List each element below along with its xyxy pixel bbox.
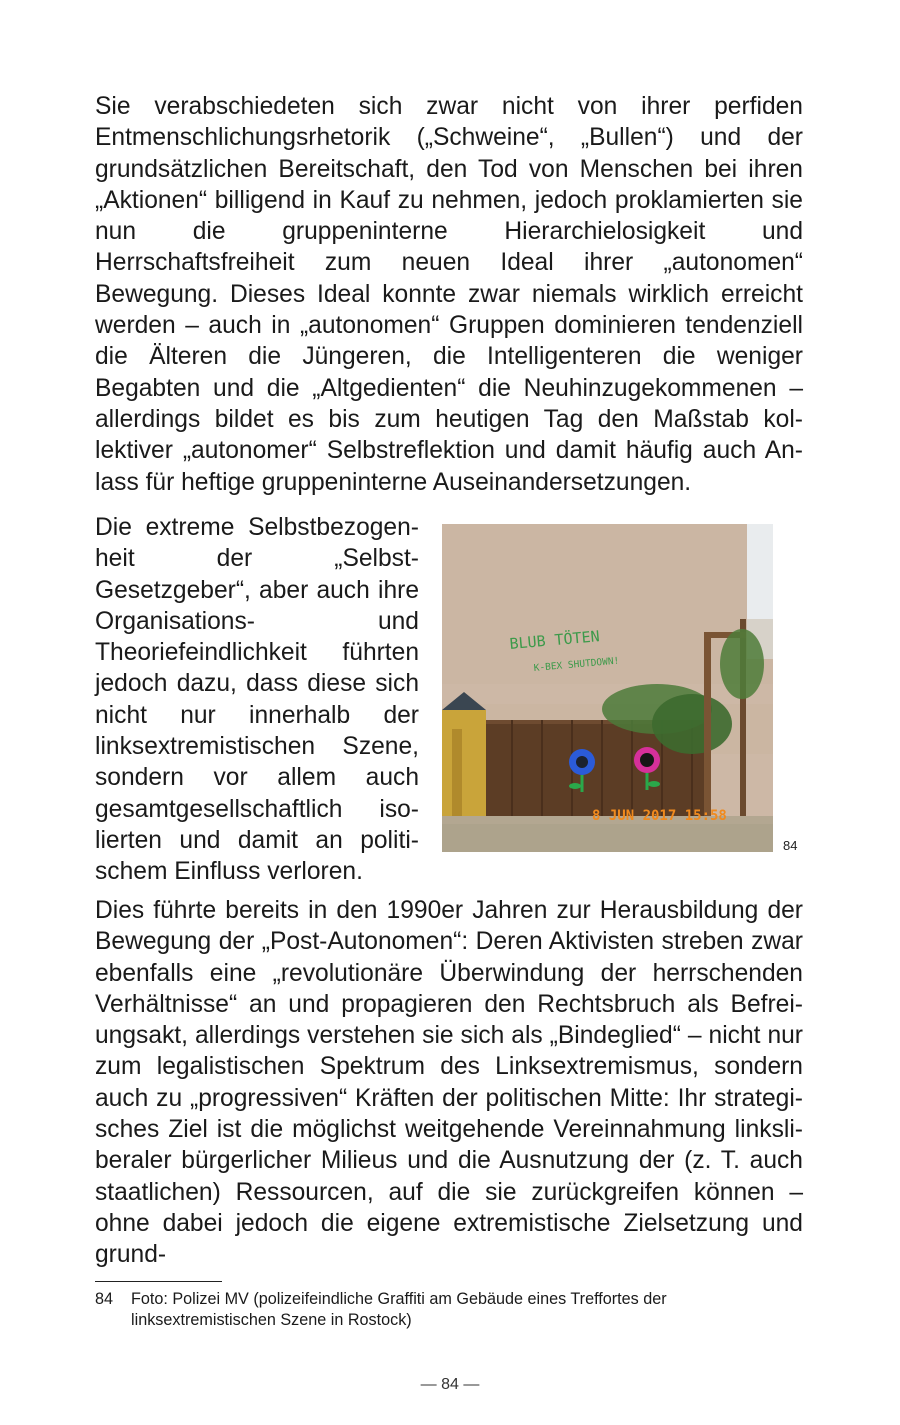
graffiti-line-2: K-BEX SHUTDOWN! <box>533 655 620 674</box>
figure-footnote-ref: 84 <box>783 838 798 853</box>
footnote-number: 84 <box>95 1290 114 1308</box>
date-stamp: 8 JUN 2017 15:58 <box>592 808 727 824</box>
page-number: — 84 — <box>420 1376 480 1393</box>
paragraph-autonome-ideal: Sie verabschiedeten sich zwar nicht von ihrer perfiden Entmenschlichungsrhetorik („Schweine“, „Bullen“) und der grundsätzlichen Bereitschaft, den Tod von Menschen bei ihren „Aktionen“ billigend in Kauf zu nehmen, jedoch proklamierten sie nun die gruppeninterne Hierarchielosigkeit und Herrschaftsfreiheit zum neuen Ideal ihrer „autonomen“ Bewegung. Dieses Ideal konnte zwar niemals wirklich erreicht werden – auch in „autonomen“ Gruppen dominieren tendenziell die Älteren die Jüngeren, die Intelligenteren die weniger Begabten und die „Altgedienten“ die Neuhinzugekommenen – allerdings bildet es bis zum heutigen Tag den Maßstab kollektiver „autonomer“ Selbstreflektion und damit häufig auch Anlass für heftige gruppeninterne Auseinandersetzungen. <box>95 93 803 496</box>
footnote-text: Foto: Polizei MV (polizeifeindliche Graffiti am Gebäude eines Treffortes der linksextremistischen Szene in Rostock) <box>131 1290 667 1329</box>
graffiti-line-1: BLUB TÖTEN <box>508 627 601 653</box>
footnote-rule <box>95 1281 222 1282</box>
paragraph-isolation: Die extreme Selbstbezogenheit der „Selbst-Gesetzgeber“, aber auch ihre Organisations- und Theoriefeindlichkeit führten jedoch dazu, dass diese sich nicht nur innerhalb der linksextremistischen Szene, sondern vor allem auch gesamtgesellschaftlich isolierten und damit an politischem Einfluss verloren. <box>95 514 419 886</box>
paragraph-post-autonome: Dies führte bereits in den 1990er Jahren zur Herausbildung der Bewegung der „Post-Autonomen“: Deren Aktivisten streben zwar ebenfalls eine „revolutionäre Überwindung der herrschenden Verhältnisse“ an und propagieren den Rechtsbruch als Befreiungsakt, allerdings verstehen sie sich als „Bindeglied“ – nicht nur zum legalistischen Spektrum des Linksextremismus, sondern auch zu „progressiven“ Kräften der politischen Mitte: Ihr strategisches Ziel ist die möglichst weitgehende Vereinnahmung linksliberaler bürgerlicher Milieus und die Ausnutzung der (z. T. auch staatlichen) Ressourcen, auf die sie zurückgreifen können – ohne dabei jedoch die eigene extremistische Zielsetzung und grund- <box>95 897 803 1269</box>
graffiti-photo <box>442 524 773 852</box>
